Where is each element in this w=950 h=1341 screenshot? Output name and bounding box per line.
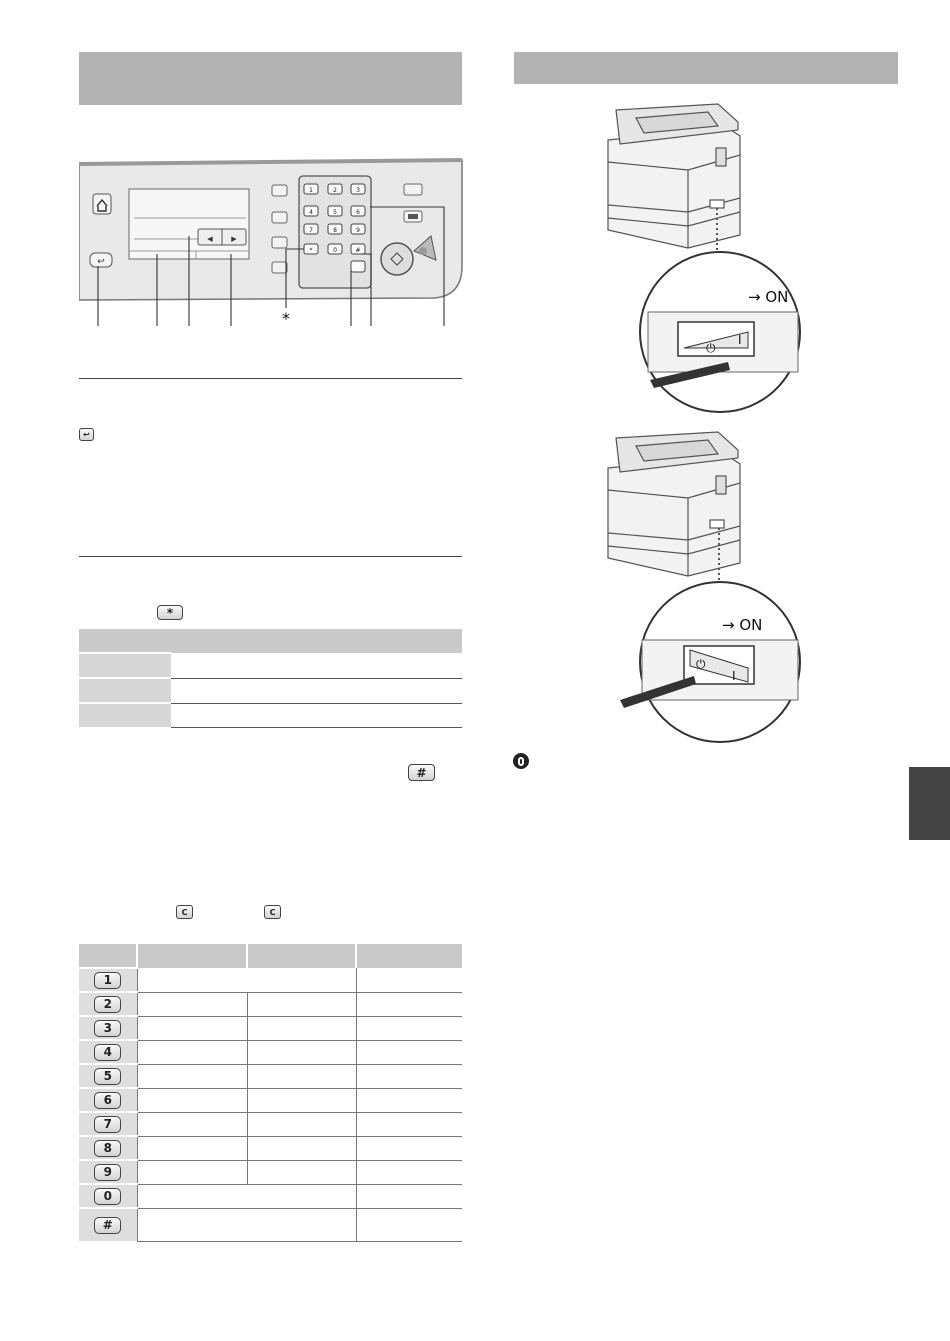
important-icon	[513, 753, 529, 769]
control-panel-illustration	[79, 156, 464, 326]
svg-text:2: 2	[333, 187, 337, 194]
key-9-icon: 9	[94, 1164, 121, 1181]
key-2-icon: 2	[94, 996, 121, 1013]
key-hash-icon: #	[94, 1217, 121, 1234]
divider	[79, 378, 462, 379]
character-table	[79, 944, 462, 1242]
asterisk-key-icon	[157, 605, 183, 620]
asterisk-icon: *	[166, 605, 174, 620]
clear-icon: C	[269, 907, 276, 917]
key-8-icon: 8	[94, 1140, 121, 1157]
key-1-icon: 1	[94, 972, 121, 989]
page-index-tab	[909, 767, 950, 840]
clear-key-icon	[176, 905, 193, 919]
clear-button	[351, 261, 365, 272]
asterisk-callout: *	[282, 309, 290, 326]
svg-text:I: I	[732, 669, 736, 683]
svg-text:↩: ↩	[97, 257, 105, 267]
svg-text:1: 1	[309, 187, 313, 194]
key-5-icon: 5	[94, 1068, 121, 1085]
key-6-icon: 6	[94, 1092, 121, 1109]
symbol-table	[79, 629, 462, 728]
key-3-icon: 3	[94, 1020, 121, 1037]
svg-text:⏻: ⏻	[696, 657, 706, 671]
svg-text:4: 4	[309, 209, 313, 216]
power-switch-illustration-2	[598, 428, 808, 746]
section-header-right	[514, 52, 898, 84]
left-arrow-icon: ◀	[207, 235, 213, 243]
svg-text:*: *	[309, 247, 313, 254]
key-7-icon: 7	[94, 1116, 121, 1133]
back-icon: ↩	[83, 430, 90, 439]
svg-text:8: 8	[333, 227, 337, 234]
svg-text:6: 6	[356, 209, 360, 216]
right-arrow-icon: ▶	[231, 235, 237, 243]
on-label: → ON	[748, 288, 789, 306]
svg-text:5: 5	[333, 209, 337, 216]
hash-key-icon	[408, 764, 435, 781]
svg-text:7: 7	[309, 227, 313, 234]
svg-text:0: 0	[333, 247, 337, 254]
clear-key-icon	[264, 905, 281, 919]
on-label: → ON	[722, 616, 763, 634]
divider	[79, 556, 462, 557]
clear-icon: C	[181, 907, 188, 917]
start-button	[381, 243, 413, 275]
key-4-icon: 4	[94, 1044, 121, 1061]
power-switch-illustration-1	[598, 100, 808, 415]
power-symbol-icon: ⏻	[706, 341, 716, 355]
svg-text:9: 9	[356, 227, 360, 234]
back-key-icon	[79, 428, 94, 441]
section-header-left	[79, 52, 462, 105]
svg-text:I: I	[738, 333, 742, 347]
key-0-icon: 0	[94, 1188, 121, 1205]
svg-text:#: #	[355, 247, 361, 254]
hash-icon: #	[416, 765, 427, 780]
svg-text:3: 3	[356, 187, 360, 194]
